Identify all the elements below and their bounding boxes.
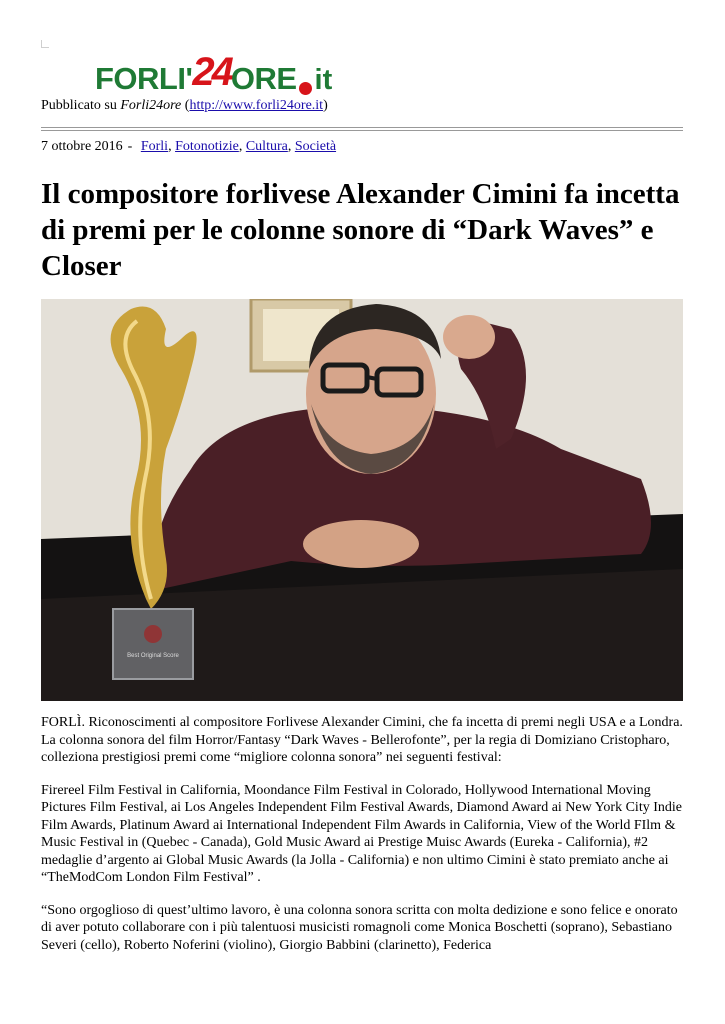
article-paragraph-3: “Sono orgoglioso di quest’ultimo lavoro, è una colonna sonora scritta con molta dedizione e sono felice e onorato di aver potuto collaborare con i più talentuosi musicisti romagnoli come Monica Boschetti (soprano), Sebastiano Severi (cello), Roberto Noferini (violino), Giorgio Babbini (clarinetto), Federica bbox=[41, 902, 678, 953]
published-line: Pubblicato su Forli24ore (http://www.forli24ore.it) bbox=[41, 98, 328, 113]
category-link-fotonotizie[interactable]: Fotonotizie bbox=[175, 139, 239, 154]
logo-forli-text: FORLI' bbox=[95, 61, 193, 96]
category-link-forli[interactable]: Forli bbox=[140, 139, 169, 154]
logo-it-text: it bbox=[314, 64, 333, 96]
published-prefix: Pubblicato su bbox=[41, 98, 121, 113]
article-photo bbox=[41, 299, 683, 701]
page-corner-mark bbox=[41, 40, 49, 48]
article-date: 7 ottobre 2016 bbox=[41, 139, 123, 154]
article-title: Il compositore forlivese Alexander Cimini fa incetta di premi per le colonne sonore di “Dark Waves” e Closer bbox=[41, 178, 680, 282]
site-name: Forli24ore bbox=[120, 98, 182, 113]
logo-dot-icon bbox=[299, 82, 312, 95]
header-divider bbox=[41, 127, 683, 131]
photo-illustration bbox=[41, 299, 683, 701]
site-url-link[interactable]: http://www.forli24ore.it bbox=[189, 98, 324, 113]
article-meta: 7 ottobre 2016 - Forli, Fotonotizie, Cultura, Società bbox=[41, 139, 337, 154]
article-paragraph-2: Firereel Film Festival in California, Moondance Film Festival in Colorado, Hollywood International Moving Pictures Film Festival, ai Los Angeles Independent Film Festival Awards, Diamond Award ai New York City Indie Film Awards, Platinum Award ai International Independent Film Awards in California, View of the World FIlm & Music Festival in (Quebec - Canada), Gold Music Award ai Prestige Muisc Awards (Eureka - California), #2 medaglie d’argento ai Global Music Awards (la Jolla - California) e non ultimo Cimini è stato premiato anche ai “TheModCom London Film Festival” . bbox=[41, 782, 682, 885]
trophy-plaque-text: Best Original Score bbox=[127, 653, 179, 659]
forli24ore-logo[interactable] bbox=[95, 50, 332, 96]
logo-ore-text: ORE bbox=[230, 61, 297, 96]
article-body bbox=[41, 714, 686, 969]
meta-separator: - bbox=[127, 139, 133, 154]
category-link-cultura[interactable]: Cultura bbox=[245, 139, 288, 154]
logo-24-text: 24 bbox=[192, 50, 231, 94]
article-paragraph-1: FORLÌ. Riconoscimenti al compositore Forlivese Alexander Cimini, che fa incetta di premi negli USA e a Londra. La colonna sonora del film Horror/Fantasy “Dark Waves - Bellerofonte”, per la regia di Domiziano Cristopharo, colleziona prestigiosi premi come “migliore colonna sonora” nei seguenti festival: bbox=[41, 715, 683, 765]
category-link-societa[interactable]: Società bbox=[294, 139, 337, 154]
